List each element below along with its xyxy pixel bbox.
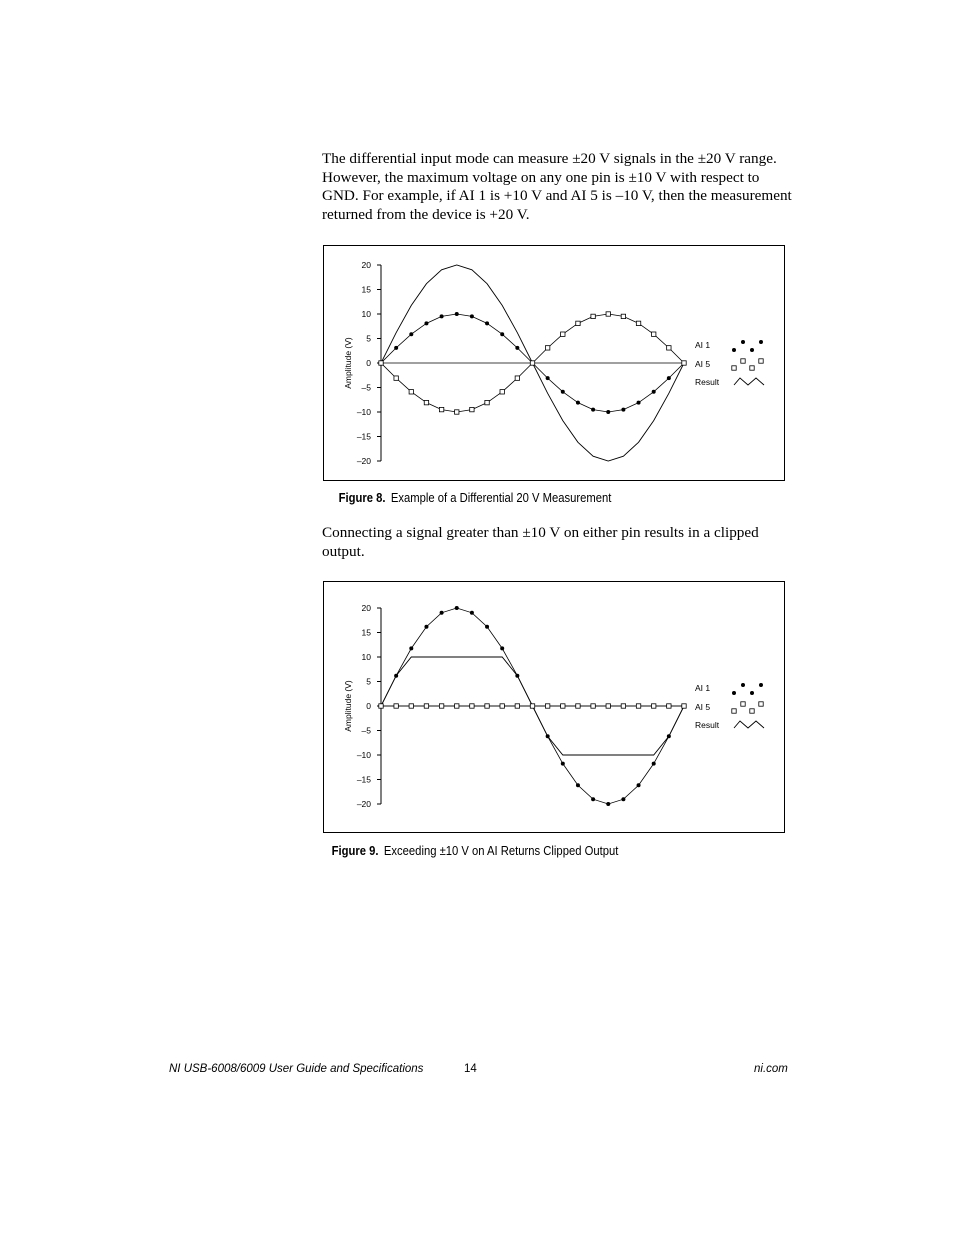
figure-8-plot bbox=[324, 246, 784, 480]
ai1-point bbox=[500, 332, 504, 336]
ai5-point bbox=[379, 361, 383, 365]
ai1-point bbox=[637, 783, 641, 787]
footer-page-number: 14 bbox=[464, 1063, 477, 1075]
legend-ai5-symbol bbox=[759, 702, 763, 706]
figure-9-plot bbox=[324, 582, 784, 832]
ai1-point bbox=[591, 797, 595, 801]
y-tick-label: 10 bbox=[361, 652, 371, 662]
ai1-point bbox=[652, 762, 656, 766]
ai5-point bbox=[500, 390, 504, 394]
y-tick-label: 15 bbox=[361, 627, 371, 638]
ai1-point bbox=[561, 762, 565, 766]
ai1-point bbox=[621, 408, 625, 412]
legend-ai5-symbol bbox=[732, 366, 736, 370]
ai1-point bbox=[561, 390, 565, 394]
y-axis-label: Amplitude (V) bbox=[343, 680, 353, 732]
legend-ai1-label: AI 1 bbox=[695, 683, 711, 693]
ai5-point bbox=[470, 704, 474, 708]
ai5-point bbox=[591, 704, 595, 708]
ai1-point bbox=[576, 401, 580, 405]
legend-result-label: Result bbox=[695, 720, 720, 730]
ai5-point bbox=[379, 704, 383, 708]
ai5-point bbox=[636, 321, 640, 325]
ai1-point bbox=[606, 410, 610, 414]
legend-ai5-symbol bbox=[741, 359, 745, 363]
y-tick-label: –20 bbox=[356, 799, 371, 809]
figure-9-chart bbox=[323, 581, 785, 833]
legend-ai5-symbol bbox=[741, 702, 745, 706]
ai5-point bbox=[606, 312, 610, 316]
ai1-point bbox=[470, 314, 474, 318]
ai5-point bbox=[455, 704, 459, 708]
ai5-point bbox=[576, 704, 580, 708]
legend-result-symbol bbox=[734, 721, 764, 728]
ai1-point bbox=[440, 611, 444, 615]
legend-ai1-symbol bbox=[759, 683, 763, 687]
figure-9-number: Figure 9. bbox=[331, 844, 379, 858]
ai1-point bbox=[515, 674, 519, 678]
legend-ai1-symbol bbox=[750, 348, 754, 352]
legend-ai1-symbol bbox=[750, 691, 754, 695]
legend-ai5-label: AI 5 bbox=[695, 359, 711, 369]
ai5-point bbox=[545, 346, 549, 350]
ai5-point bbox=[530, 704, 534, 708]
y-tick-label: –10 bbox=[356, 750, 371, 760]
ai5-point bbox=[591, 314, 595, 318]
ai5-point bbox=[545, 704, 549, 708]
legend-ai1-symbol bbox=[759, 340, 763, 344]
legend-ai5-symbol bbox=[732, 709, 736, 713]
ai1-point bbox=[394, 674, 398, 678]
y-tick-label: –15 bbox=[356, 431, 371, 442]
ai5-point bbox=[424, 704, 428, 708]
legend-ai5-symbol bbox=[750, 366, 754, 370]
ai1-point bbox=[409, 646, 413, 650]
y-tick-label: 15 bbox=[361, 284, 371, 295]
y-tick-label: 0 bbox=[366, 701, 371, 711]
ai5-point bbox=[439, 407, 443, 411]
ai1-point bbox=[485, 625, 489, 629]
y-tick-label: 5 bbox=[366, 676, 371, 687]
y-tick-label: –15 bbox=[356, 774, 371, 785]
ai5-point bbox=[652, 332, 656, 336]
figure-8-chart bbox=[323, 245, 785, 481]
ai1-point bbox=[409, 332, 413, 336]
y-tick-label: –5 bbox=[361, 382, 371, 393]
y-tick-label: 10 bbox=[361, 309, 371, 319]
ai5-point bbox=[470, 407, 474, 411]
ai1-point bbox=[621, 797, 625, 801]
figure-9-title: Exceeding ±10 V on AI Returns Clipped Output bbox=[383, 844, 619, 858]
ai1-point bbox=[591, 408, 595, 412]
ai5-point bbox=[409, 704, 413, 708]
figure-8-number: Figure 8. bbox=[338, 491, 386, 505]
ai5-point bbox=[515, 376, 519, 380]
ai5-point bbox=[455, 410, 459, 414]
ai5-point bbox=[667, 346, 671, 350]
ai5-point bbox=[576, 321, 580, 325]
ai5-point bbox=[500, 704, 504, 708]
ai5-point bbox=[424, 400, 428, 404]
legend-result-label: Result bbox=[695, 377, 720, 387]
ai1-point bbox=[652, 390, 656, 394]
ai5-point bbox=[561, 332, 565, 336]
ai5-point bbox=[621, 314, 625, 318]
ai1-point bbox=[546, 376, 550, 380]
figure-8-title: Example of a Differential 20 V Measurement bbox=[390, 491, 612, 505]
ai1-point bbox=[667, 734, 671, 738]
ai5-point bbox=[409, 390, 413, 394]
y-tick-label: –5 bbox=[361, 725, 371, 736]
ai5-point bbox=[682, 361, 686, 365]
ai5-point bbox=[394, 376, 398, 380]
ai5-point bbox=[667, 704, 671, 708]
ai1-point bbox=[500, 646, 504, 650]
figure-8-caption bbox=[46, 491, 905, 505]
ai1-point bbox=[455, 312, 459, 316]
ai1-point bbox=[576, 783, 580, 787]
legend-ai5-label: AI 5 bbox=[695, 702, 711, 712]
ai5-point bbox=[606, 704, 610, 708]
ai1-point bbox=[455, 606, 459, 610]
ai5-point bbox=[485, 400, 489, 404]
y-tick-label: 20 bbox=[361, 260, 371, 270]
y-tick-label: –10 bbox=[356, 407, 371, 417]
legend-ai1-symbol bbox=[732, 348, 736, 352]
legend-ai1-label: AI 1 bbox=[695, 340, 711, 350]
footer-doc-title: NI USB-6008/6009 User Guide and Specifications bbox=[169, 1063, 424, 1075]
legend-ai5-symbol bbox=[759, 359, 763, 363]
ai5-point bbox=[652, 704, 656, 708]
ai1-point bbox=[546, 734, 550, 738]
legend-ai1-symbol bbox=[741, 340, 745, 344]
legend-ai1-symbol bbox=[732, 691, 736, 695]
legend-ai5-symbol bbox=[750, 709, 754, 713]
ai5-point bbox=[621, 704, 625, 708]
ai1-point bbox=[637, 401, 641, 405]
y-tick-label: 0 bbox=[366, 358, 371, 368]
ai1-point bbox=[485, 321, 489, 325]
legend-result-symbol bbox=[734, 378, 764, 385]
ai1-point bbox=[424, 625, 428, 629]
ai5-point bbox=[561, 704, 565, 708]
clipping-paragraph: Connecting a signal greater than ±10 V on either pin results in a clipped output. bbox=[322, 524, 759, 560]
ai5-point bbox=[394, 704, 398, 708]
figure-9-caption bbox=[46, 844, 905, 858]
ai5-point bbox=[682, 704, 686, 708]
ai1-point bbox=[440, 314, 444, 318]
y-axis-label: Amplitude (V) bbox=[343, 337, 353, 389]
ai1-point bbox=[606, 802, 610, 806]
y-tick-label: –20 bbox=[356, 456, 371, 466]
ai5-point bbox=[636, 704, 640, 708]
ai1-point bbox=[515, 346, 519, 350]
ai1-point bbox=[667, 376, 671, 380]
ai1-point bbox=[470, 611, 474, 615]
intro-paragraph: The differential input mode can measure ±20 V signals in the ±20 V range. However, the maximum voltage on any one pin is ±10 V with respect to GND. For example, if AI 1 is +10 V and AI 5 is –10 V, then the measurement returned from the device is +20 V. bbox=[322, 150, 792, 223]
ai5-point bbox=[515, 704, 519, 708]
ai5-point bbox=[485, 704, 489, 708]
ai5-point bbox=[530, 361, 534, 365]
ai1-point bbox=[424, 321, 428, 325]
ai5-point bbox=[439, 704, 443, 708]
legend-ai1-symbol bbox=[741, 683, 745, 687]
y-tick-label: 5 bbox=[366, 333, 371, 344]
y-tick-label: 20 bbox=[361, 603, 371, 613]
footer-website: ni.com bbox=[754, 1063, 788, 1075]
ai1-point bbox=[394, 346, 398, 350]
